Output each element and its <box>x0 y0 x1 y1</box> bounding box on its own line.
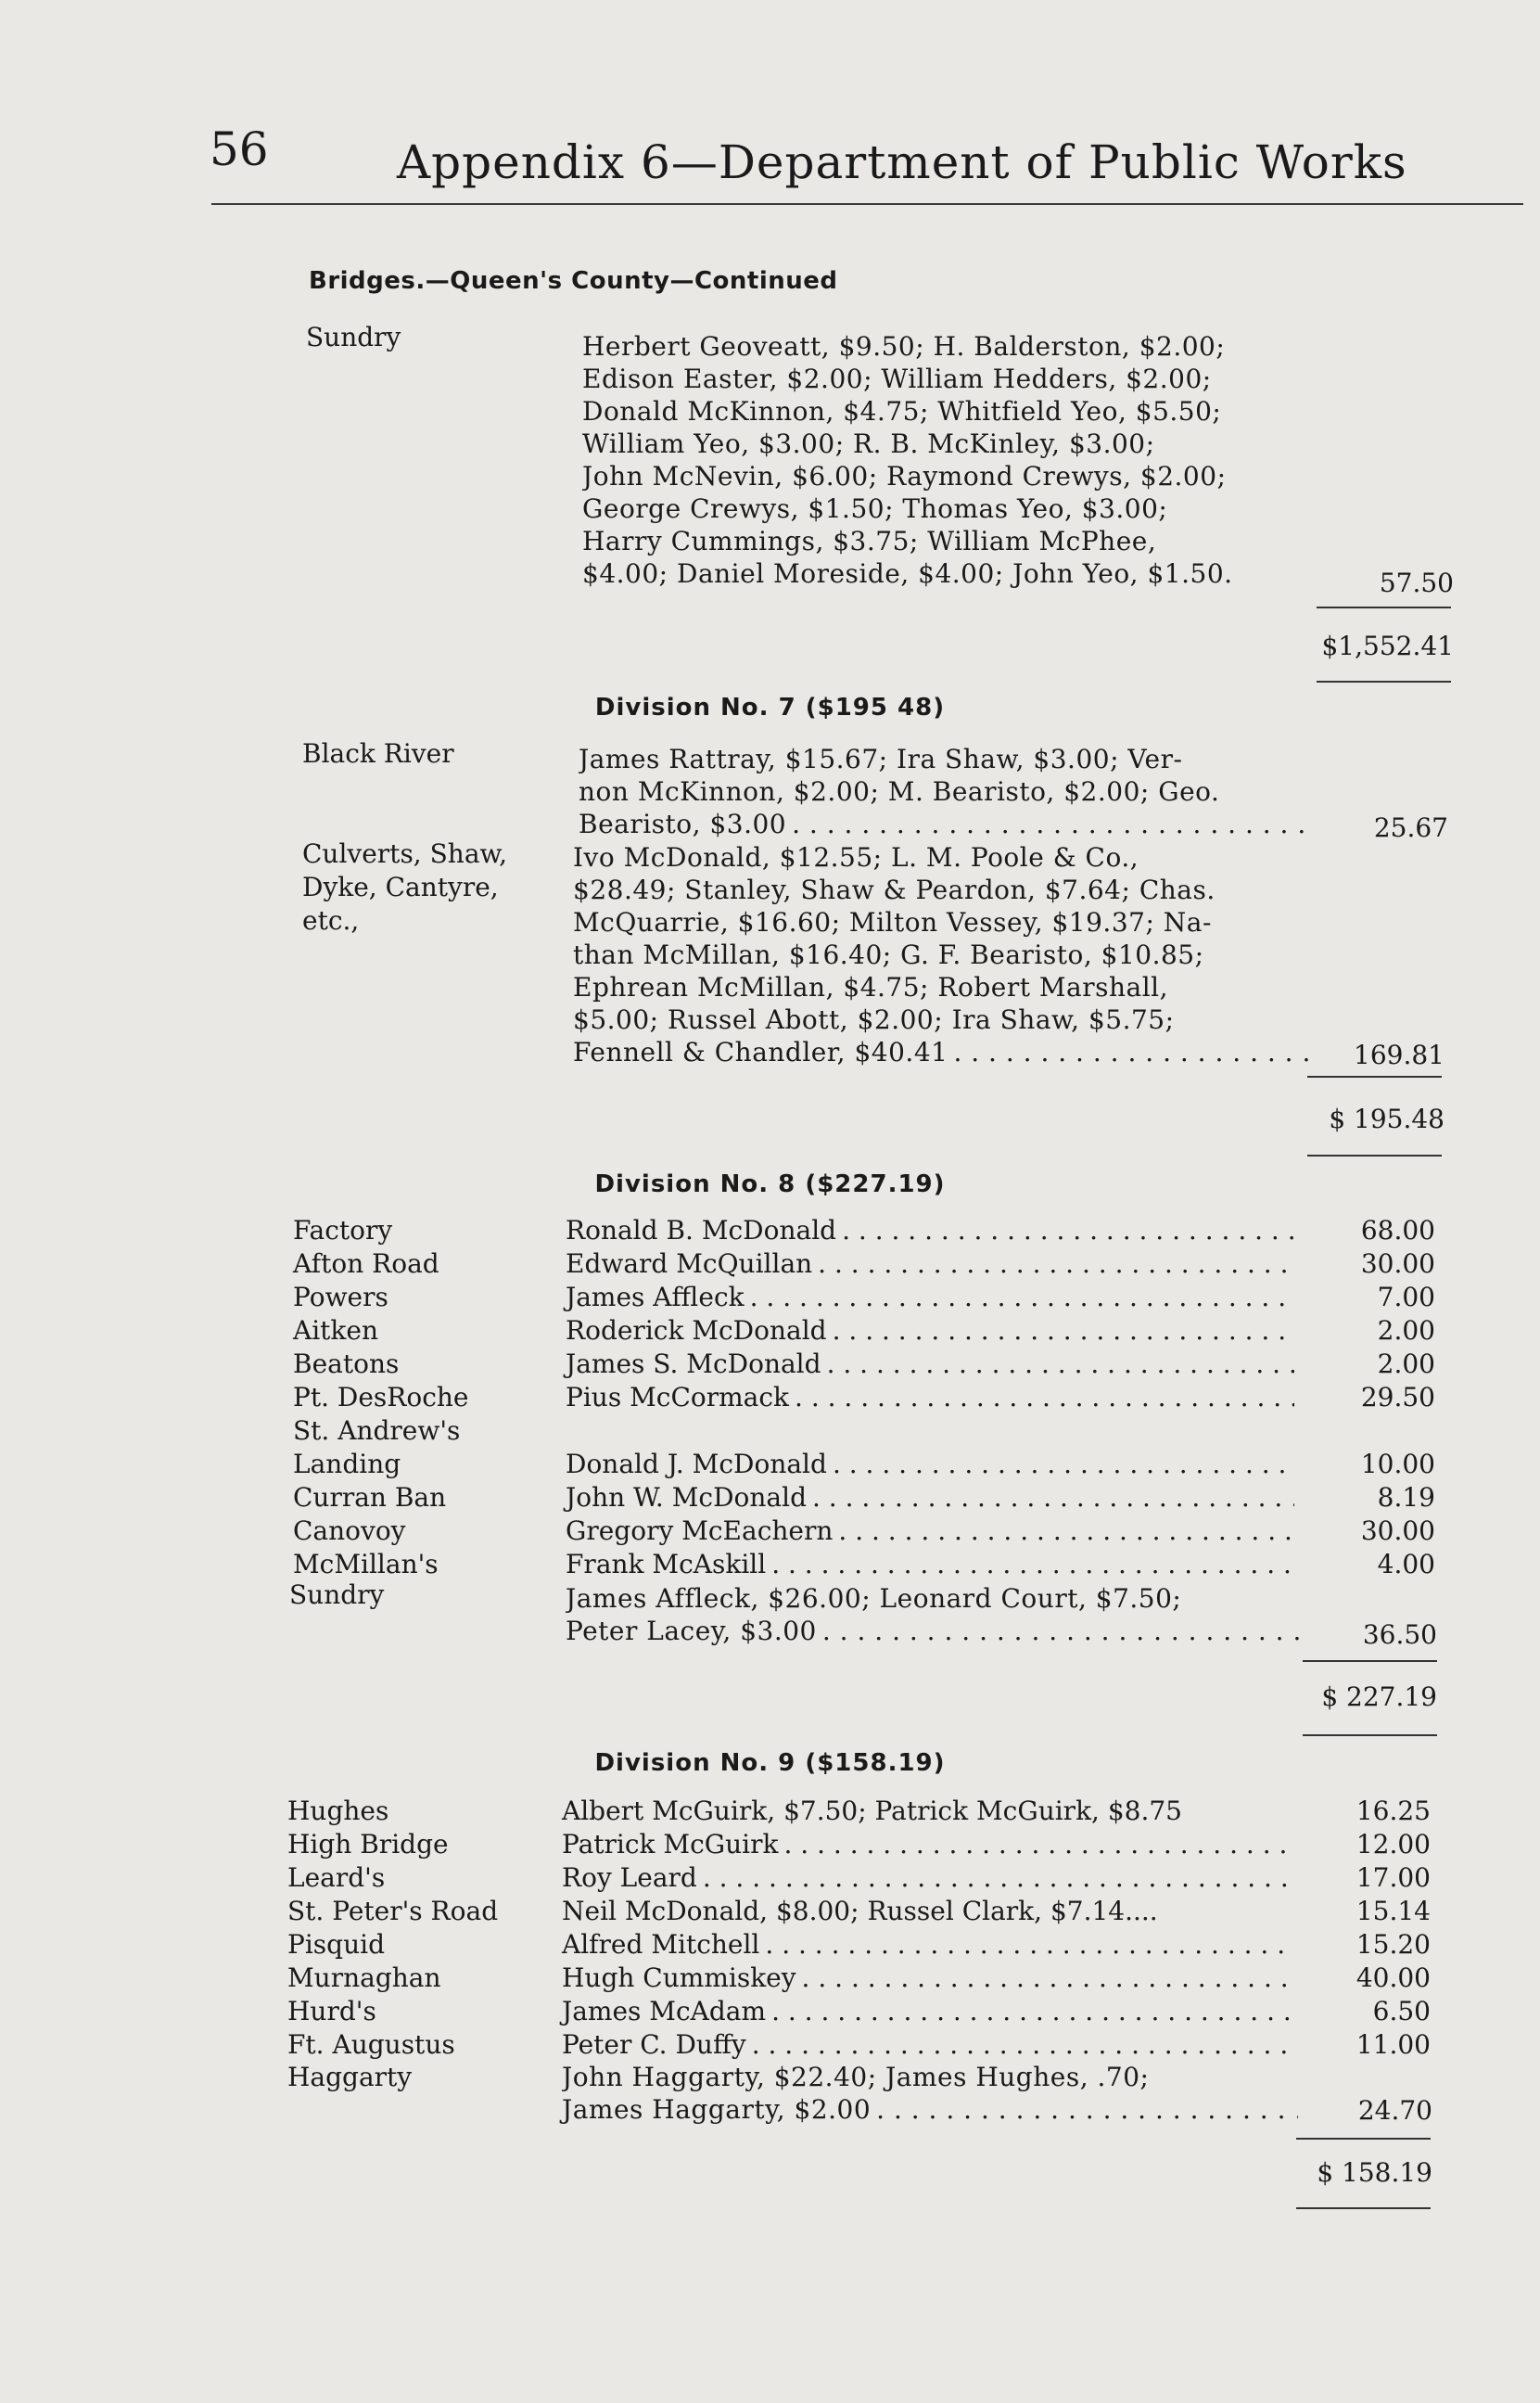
text-line: non McKinnon, $2.00; M. Bearisto, $2.00; Geo. <box>579 776 1220 807</box>
place-name: St. Peter's Road <box>287 1896 499 1926</box>
payee-name: Pius McCormack <box>566 1382 790 1412</box>
sum-rule <box>1307 1155 1442 1157</box>
text-line: James Affleck, $26.00; Leonard Court, $7.50; <box>566 1583 1182 1614</box>
sum-rule <box>1317 607 1451 608</box>
place-name: Landing <box>293 1449 401 1479</box>
payee-entry <box>566 1215 1300 1246</box>
division-7-total: $ 195.48 <box>1329 1104 1445 1134</box>
table-row <box>0 1482 1540 1515</box>
dot-leader <box>750 1282 1294 1312</box>
place-name: Murnaghan <box>287 1962 441 1993</box>
payee-name: Peter C. Duffy <box>562 2029 746 2060</box>
division-9-total: $ 158.19 <box>1317 2157 1432 2188</box>
dot-leader <box>771 1996 1290 2026</box>
payee-entry <box>566 1515 1300 1546</box>
sum-rule <box>1296 2207 1431 2209</box>
table-row <box>0 1282 1540 1315</box>
dot-leader <box>765 1929 1290 1960</box>
division-9-heading: Division No. 9 ($158.19) <box>594 1749 946 1777</box>
text-line: Donald McKinnon, $4.75; Whitfield Yeo, $5.50; <box>582 396 1222 427</box>
table-row <box>0 1829 1540 1862</box>
place-name: Leard's <box>287 1862 386 1893</box>
division-8-heading: Division No. 8 ($227.19) <box>594 1170 946 1198</box>
black-river-text <box>579 743 1320 840</box>
haggarty-label: Haggarty <box>287 2062 413 2092</box>
place-name: Afton Road <box>293 1248 439 1279</box>
payee-entry <box>562 2029 1295 2060</box>
table-row <box>0 1415 1540 1449</box>
dot-leader <box>802 1962 1290 1993</box>
culverts-text <box>573 841 1320 1068</box>
payee-entry <box>562 1962 1295 1993</box>
payee-name: Gregory McEachern <box>566 1515 834 1546</box>
payee-entry <box>562 1829 1295 1860</box>
black-river-amount: 25.67 <box>1373 812 1448 843</box>
text-line: James Haggarty, $2.00 <box>562 2094 872 2125</box>
payee-name: Roderick McDonald <box>566 1315 827 1346</box>
amount: 16.25 <box>1355 1796 1431 1826</box>
section-total: $1,552.41 <box>1321 631 1454 661</box>
table-row <box>0 1449 1540 1482</box>
black-river-label: Black River <box>302 738 454 769</box>
payee-entry <box>562 1996 1295 2026</box>
payee-name: Frank McAskill <box>566 1549 767 1579</box>
sum-rule <box>1296 2138 1431 2140</box>
amount: 2.00 <box>1377 1315 1435 1346</box>
table-row <box>0 1549 1540 1582</box>
place-name: Powers <box>293 1282 388 1312</box>
payee-name: James Affleck <box>566 1282 745 1312</box>
text-line: James Rattray, $15.67; Ira Shaw, $3.00; Ver- <box>579 744 1183 774</box>
sundry-label: Sundry <box>289 1579 385 1610</box>
table-row <box>0 1215 1540 1248</box>
text-line: Fennell & Chandler, $40.41 <box>573 1037 948 1067</box>
page-number: 56 <box>210 122 269 176</box>
sundry-label: Sundry <box>306 322 401 352</box>
text-line: $5.00; Russel Abott, $2.00; Ira Shaw, $5.75; <box>573 1004 1175 1035</box>
text-line: $28.49; Stanley, Shaw & Peardon, $7.64; Chas. <box>573 875 1215 905</box>
payee-name: Alfred Mitchell <box>562 1929 760 1960</box>
division-8-total: $ 227.19 <box>1321 1681 1437 1712</box>
place-name: High Bridge <box>287 1829 449 1860</box>
amount: 4.00 <box>1377 1549 1435 1579</box>
table-row <box>0 1796 1540 1829</box>
table-row <box>0 1348 1540 1382</box>
payee-entry <box>566 1549 1300 1579</box>
leader-line <box>566 1615 1307 1647</box>
haggarty-text <box>562 2061 1304 2126</box>
text-line: Ivo McDonald, $12.55; L. M. Poole & Co., <box>573 842 1139 873</box>
text-line: Edison Easter, $2.00; William Hedders, $2.00; <box>582 364 1212 394</box>
division-8-sundry-text <box>566 1582 1307 1647</box>
text-line: Peter Lacey, $3.00 <box>566 1616 817 1646</box>
payee-entry <box>566 1248 1300 1279</box>
place-name: Hurd's <box>287 1996 376 2026</box>
dot-leader <box>953 1036 1315 1068</box>
payee-entry <box>562 1929 1295 1960</box>
table-row <box>0 1382 1540 1415</box>
amount: 30.00 <box>1360 1515 1435 1546</box>
table-row <box>0 1996 1540 2029</box>
leader-line <box>562 2093 1304 2126</box>
dot-leader <box>842 1215 1294 1246</box>
payee-name: Neil McDonald, $8.00; Russel Clark, $7.14.... <box>562 1896 1158 1926</box>
payee-name: Ronald B. McDonald <box>566 1215 837 1246</box>
sundry-amount: 57.50 <box>1379 568 1454 598</box>
place-name: Beatons <box>293 1348 400 1379</box>
place-name: Factory <box>293 1215 393 1246</box>
dot-leader <box>795 1382 1294 1412</box>
amount: 15.20 <box>1355 1929 1431 1960</box>
payee-entry <box>562 1862 1295 1893</box>
division-7-heading: Division No. 7 ($195 48) <box>594 694 946 722</box>
text-line: Harry Cummings, $3.75; William McPhee, <box>582 526 1157 556</box>
text-line: Bearisto, $3.00 <box>579 809 787 839</box>
text-line: William Yeo, $3.00; R. B. McKinley, $3.00; <box>582 428 1155 459</box>
place-name: St. Andrew's <box>293 1415 461 1446</box>
table-row <box>0 1515 1540 1549</box>
dot-leader <box>752 2029 1290 2060</box>
dot-leader <box>822 1615 1302 1647</box>
division-8-sundry-amount: 36.50 <box>1362 1619 1437 1650</box>
leader-line <box>579 808 1320 840</box>
payee-entry <box>566 1449 1300 1479</box>
table-row <box>0 2029 1540 2063</box>
payee-name: Albert McGuirk, $7.50; Patrick McGuirk, $8.75 <box>562 1796 1182 1826</box>
dot-leader <box>827 1348 1294 1379</box>
amount: 17.00 <box>1355 1862 1431 1893</box>
payee-entry <box>566 1282 1300 1312</box>
leader-line <box>573 1036 1320 1068</box>
table-row <box>0 1929 1540 1962</box>
payee-name: Edward McQuillan <box>566 1248 813 1279</box>
table-row <box>0 1248 1540 1282</box>
dot-leader <box>783 1829 1290 1860</box>
sum-rule <box>1307 1076 1442 1078</box>
table-row <box>0 1862 1540 1896</box>
table-row <box>0 1315 1540 1348</box>
place-name: Ft. Augustus <box>287 2029 455 2060</box>
culverts-amount: 169.81 <box>1354 1040 1445 1070</box>
payee-name: Patrick McGuirk <box>562 1829 779 1860</box>
dot-leader <box>812 1482 1294 1513</box>
haggarty-amount: 24.70 <box>1357 2095 1432 2126</box>
culverts-label: Culverts, Shaw, Dyke, Cantyre, etc., <box>302 838 508 936</box>
text-line: George Crewys, $1.50; Thomas Yeo, $3.00; <box>582 493 1168 524</box>
text-line: $4.00; Daniel Moreside, $4.00; John Yeo, $1.50. <box>582 558 1233 589</box>
dot-leader <box>833 1315 1294 1346</box>
amount: 29.50 <box>1360 1382 1435 1412</box>
amount: 40.00 <box>1355 1962 1431 1993</box>
dot-leader <box>771 1549 1294 1579</box>
payee-entry <box>562 1796 1295 1826</box>
payee-name: Roy Leard <box>562 1862 697 1893</box>
payee-entry <box>566 1348 1300 1379</box>
sum-rule <box>1317 681 1451 683</box>
payee-name: Hugh Cummiskey <box>562 1962 796 1993</box>
sundry-text <box>582 330 1324 590</box>
payee-name: James McAdam <box>562 1996 767 2026</box>
dot-leader <box>833 1449 1294 1479</box>
dot-leader <box>876 2093 1298 2126</box>
section-heading: Bridges.—Queen's County—Continued <box>309 267 838 295</box>
text-line: Herbert Geoveatt, $9.50; H. Balderston, $2.00; <box>582 331 1226 362</box>
amount: 8.19 <box>1377 1482 1435 1513</box>
place-name: McMillan's <box>293 1549 439 1579</box>
dot-leader <box>838 1515 1294 1546</box>
text-line: than McMillan, $16.40; G. F. Bearisto, $10.85; <box>573 939 1204 970</box>
payee-entry <box>562 1896 1295 1926</box>
amount: 2.00 <box>1377 1348 1435 1379</box>
sum-rule <box>1303 1734 1437 1736</box>
dot-leader <box>703 1862 1290 1893</box>
place-name: Aitken <box>293 1315 378 1346</box>
place-name: Curran Ban <box>293 1482 447 1513</box>
sum-rule <box>1303 1660 1437 1662</box>
payee-name: James S. McDonald <box>566 1348 821 1379</box>
text-line: John Haggarty, $22.40; James Hughes, .70; <box>562 2062 1150 2092</box>
payee-name: John W. McDonald <box>566 1482 807 1513</box>
payee-entry <box>566 1382 1300 1412</box>
amount: 15.14 <box>1355 1896 1431 1926</box>
amount: 68.00 <box>1360 1215 1435 1246</box>
amount: 30.00 <box>1360 1248 1435 1279</box>
place-name: Pt. DesRoche <box>293 1382 469 1412</box>
dot-leader <box>792 808 1315 840</box>
amount: 12.00 <box>1355 1829 1431 1860</box>
place-name: Pisquid <box>287 1929 385 1960</box>
payee-entry <box>566 1482 1300 1513</box>
header-rule <box>211 203 1523 205</box>
place-name: Canovoy <box>293 1515 406 1546</box>
payee-entry <box>566 1315 1300 1346</box>
table-row <box>0 1896 1540 1929</box>
dot-leader <box>818 1248 1294 1279</box>
table-row <box>0 1962 1540 1996</box>
text-line: McQuarrie, $16.60; Milton Vessey, $19.37; Na- <box>573 907 1212 938</box>
payee-name: Donald J. McDonald <box>566 1449 827 1479</box>
amount: 6.50 <box>1372 1996 1431 2026</box>
page-title: Appendix 6—Department of Public Works <box>397 135 1407 189</box>
text-line: Ephrean McMillan, $4.75; Robert Marshall, <box>573 972 1169 1003</box>
amount: 10.00 <box>1360 1449 1435 1479</box>
place-name: Hughes <box>287 1796 389 1826</box>
text-line: John McNevin, $6.00; Raymond Crewys, $2.00; <box>582 461 1227 492</box>
amount: 11.00 <box>1355 2029 1431 2060</box>
amount: 7.00 <box>1377 1282 1435 1312</box>
